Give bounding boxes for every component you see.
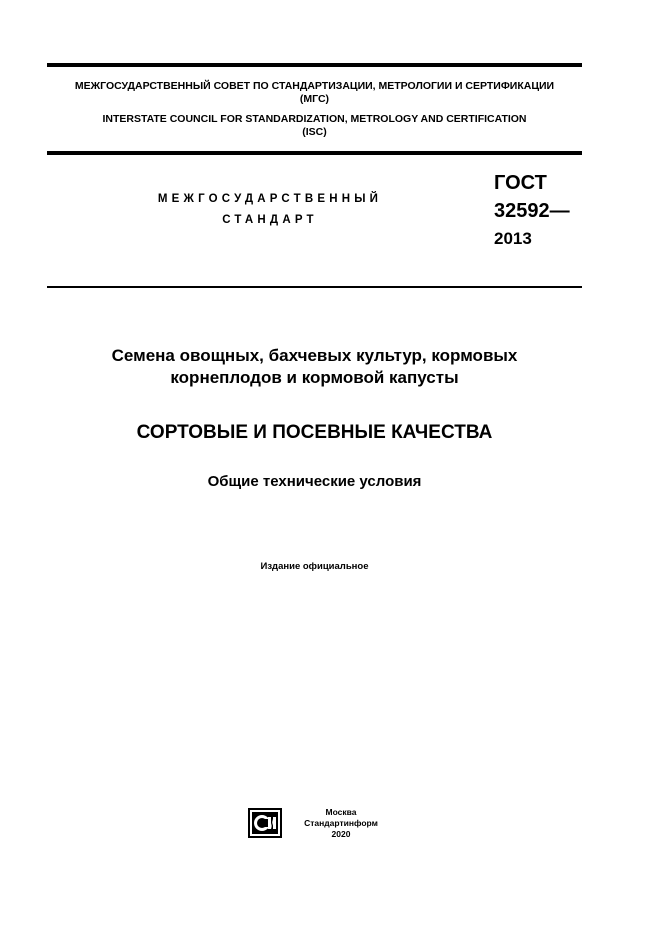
gost-prefix: ГОСТ xyxy=(494,172,547,194)
main-title: СОРТОВЫЕ И ПОСЕВНЫЕ КАЧЕСТВА xyxy=(136,422,493,443)
title-line2: корнеплодов и кормовой капусты xyxy=(170,368,459,387)
publisher-city: Москва xyxy=(325,807,357,817)
lower-rule xyxy=(47,286,582,288)
gost-year: 2013 xyxy=(494,229,532,248)
edition-note: Издание официальное xyxy=(260,561,369,572)
gost-number: 32592— xyxy=(494,200,570,222)
council-abbr-ru: (МГС) xyxy=(299,93,330,105)
top-rule xyxy=(47,63,582,67)
council-abbr-en: (ISC) xyxy=(302,126,327,138)
standard-type-line2: СТАНДАРТ xyxy=(222,214,318,226)
middle-rule xyxy=(47,151,582,155)
council-name-ru: МЕЖГОСУДАРСТВЕННЫЙ СОВЕТ ПО СТАНДАРТИЗАЦИИ, МЕТРОЛОГИИ И СЕРТИФИКАЦИИ xyxy=(74,80,555,92)
standartinform-logo-icon xyxy=(248,808,282,838)
publisher-name: Стандартинформ xyxy=(304,818,378,828)
publisher-year: 2020 xyxy=(331,829,351,839)
subtitle: Общие технические условия xyxy=(207,473,422,490)
council-name-en: INTERSTATE COUNCIL FOR STANDARDIZATION, METROLOGY AND CERTIFICATION xyxy=(102,113,527,125)
standard-type-line1: МЕЖГОСУДАРСТВЕННЫЙ xyxy=(157,193,383,205)
title-line1: Семена овощных, бахчевых культур, кормовых xyxy=(111,346,518,365)
